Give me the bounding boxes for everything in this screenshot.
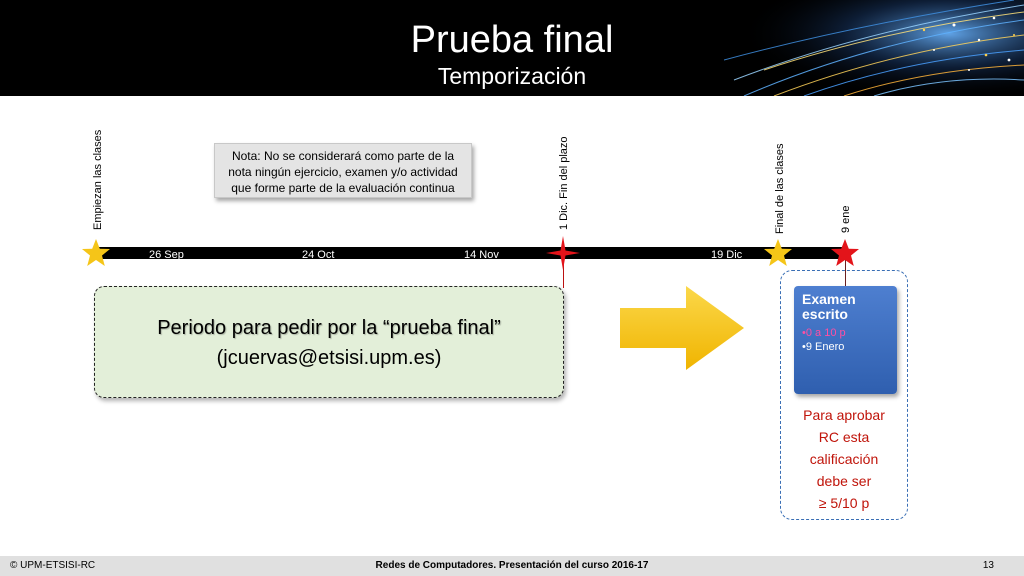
milestone-label-deadline: 1 Dic. Fin del plazo [558, 136, 570, 230]
approve-line: Para aprobar [803, 407, 885, 423]
note-box [214, 143, 472, 198]
exam-title: Examen escrito [802, 291, 856, 322]
star-end-icon [763, 238, 793, 268]
approve-text [782, 404, 906, 514]
note-line: nota ningún ejercicio, examen y/o actividad [228, 165, 458, 179]
period-box [94, 286, 564, 398]
date-label: 19 Dic [711, 249, 743, 261]
date-label: 14 Nov [464, 249, 499, 261]
slide-title: Prueba final [410, 19, 614, 61]
slide-subtitle: Temporización [437, 63, 587, 89]
right-arrow-icon [620, 286, 746, 370]
note-line: Nota: No se considerará como parte de la [231, 149, 455, 163]
milestone-label-start: Empiezan las clases [92, 129, 104, 230]
approve-line: ≥ 5/10 p [818, 495, 870, 511]
approve-line: RC esta [818, 429, 870, 445]
header-bar [0, 0, 1024, 96]
exam-box [794, 286, 897, 394]
milestone-label-end: Final de las clases [774, 143, 786, 234]
star-exam-icon [830, 238, 860, 268]
footer-page-number: 13 [982, 560, 994, 571]
milestone-label-exam: 9 ene [840, 205, 852, 233]
exam-item-date: •9 Enero [802, 341, 845, 353]
footer-copyright: © UPM-ETSISI-RC [10, 560, 96, 571]
approve-line: calificación [809, 451, 879, 467]
period-email: (jcuervas@etsisi.upm.es) [216, 347, 442, 369]
exam-item-score: •0 a 10 p [802, 327, 846, 339]
note-line: que forme parte de la evaluación continua [231, 181, 455, 195]
date-label: 26 Sep [149, 249, 184, 261]
footer-course-title: Redes de Computadores. Presentación del curso 2016-17 [375, 560, 649, 571]
star-deadline-icon [546, 236, 580, 270]
period-title: Periodo para pedir por la “prueba final” [157, 317, 501, 339]
star-start-icon [81, 238, 111, 268]
footer-bar [0, 556, 1024, 576]
approve-line: debe ser [816, 473, 872, 489]
date-label: 24 Oct [302, 249, 335, 261]
